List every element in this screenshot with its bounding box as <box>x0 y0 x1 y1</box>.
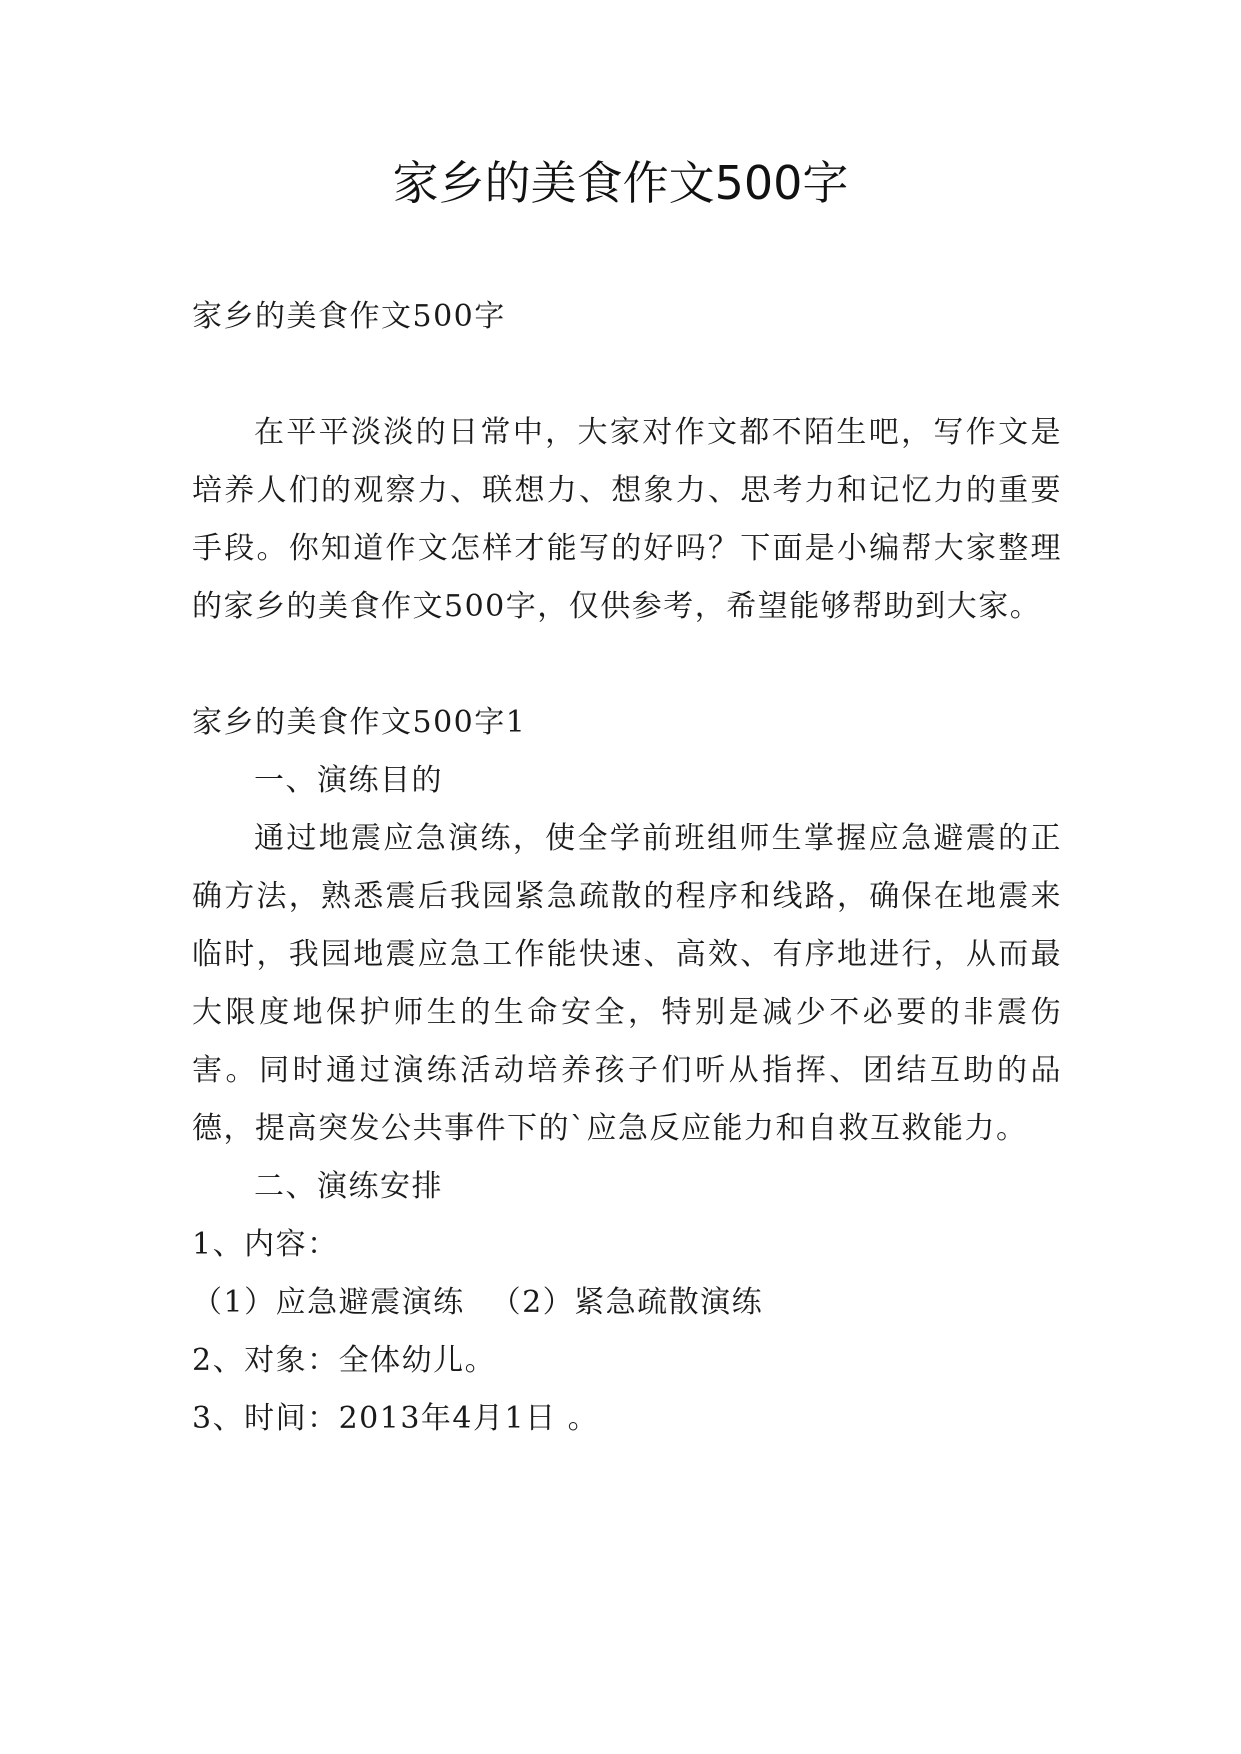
heading-drill-arrangement: 二、演练安排 <box>254 1169 443 1204</box>
sub-item-evacuation-drill: （2）紧急疏散演练 <box>490 1285 764 1320</box>
heading-drill-purpose: 一、演练目的 <box>254 763 443 798</box>
content-sub-items <box>192 1274 1062 1332</box>
document-title: 家乡的美食作文500字 <box>392 156 849 210</box>
list-item-content: 1、内容： <box>192 1227 339 1262</box>
intro-paragraph: 在平平淡淡的日常中，大家对作文都不陌生吧，写作文是培养人们的观察力、联想力、想象力、思考力和记忆力的重要手段。你知道作文怎样才能写的好吗？下面是小编帮大家整理的家乡的美食作文500字，仅供参考，希望能够帮助到大家。 <box>192 415 1062 624</box>
purpose-paragraph: 通过地震应急演练，使全学前班组师生掌握应急避震的正确方法，熟悉震后我园紧急疏散的程序和线路，确保在地震来临时，我园地震应急工作能快速、高效、有序地进行，从而最大限度地保护师生的生命安全，特别是减少不必要的非震伤害。同时通过演练活动培养孩子们听从指挥、团结互助的品德，提高突发公共事件下的`应急反应能力和自救互救能力。 <box>192 821 1062 1146</box>
list-item-time: 3、时间：2013年4月1日 。 <box>192 1401 600 1436</box>
document-subtitle: 家乡的美食作文500字 <box>192 299 506 334</box>
section-title: 家乡的美食作文500字1 <box>192 705 527 740</box>
list-item-target: 2、对象：全体幼儿。 <box>192 1343 497 1378</box>
sub-item-earthquake-drill: （1）应急避震演练 <box>192 1285 465 1320</box>
document-body <box>192 288 1062 1448</box>
